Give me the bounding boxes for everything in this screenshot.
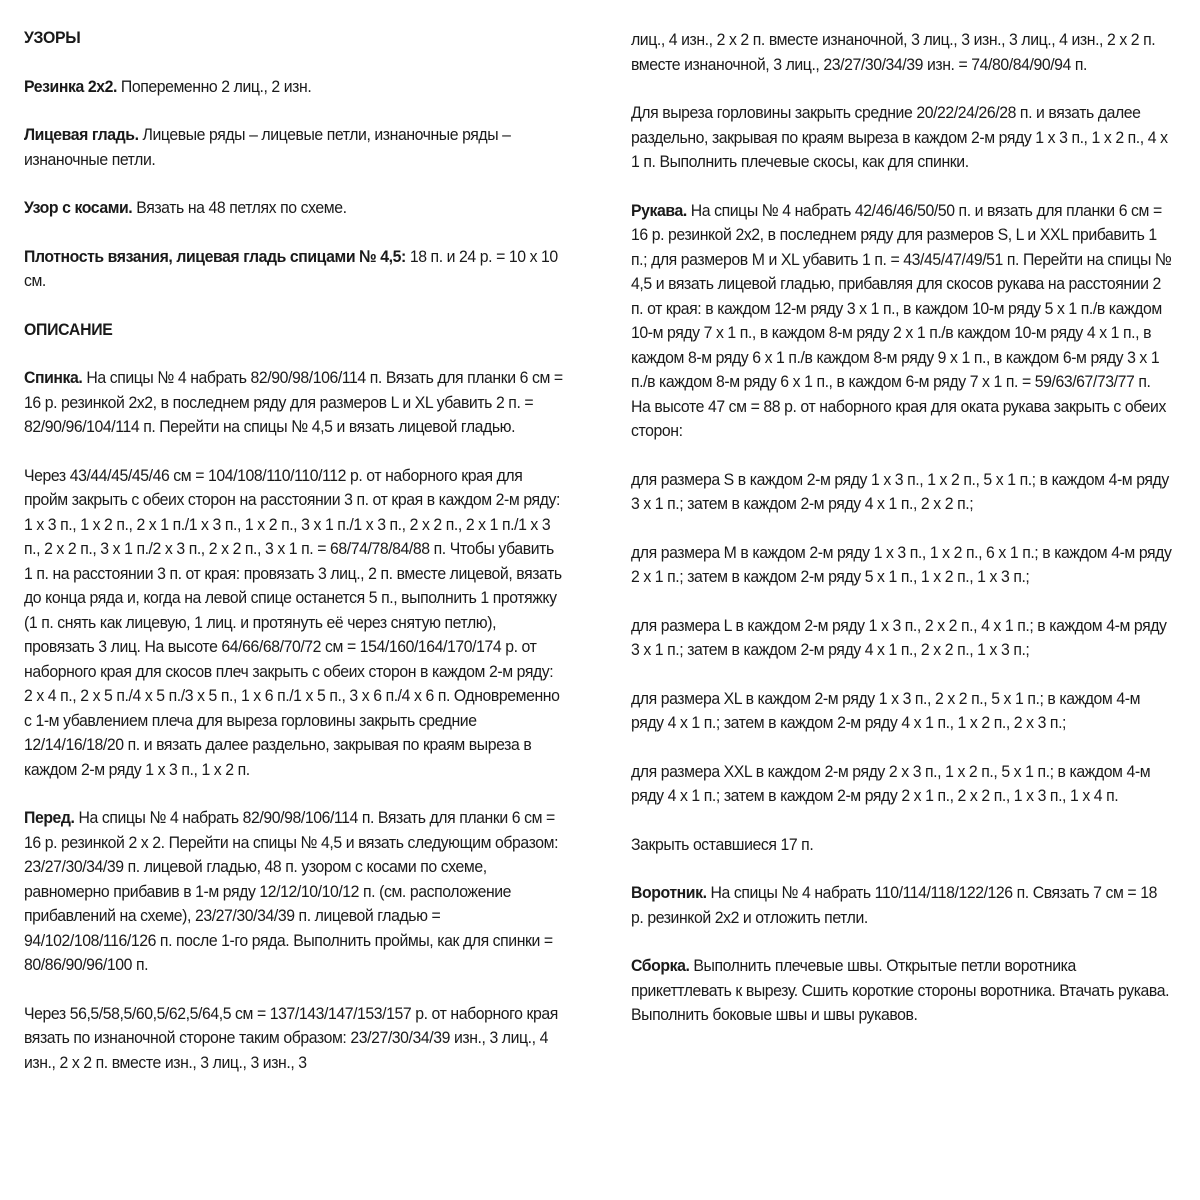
rib-paragraph xyxy=(24,75,565,100)
back-text: На спицы № 4 набрать 82/90/98/106/114 п. Вязать для планки 6 см = 16 р. резинкой 2х2, в последнем ряду для размеров L и XL убавить 2 п. = 82/90/96/104/114 п. Перейти на спицы № 4,5 и вязать лицевой гладью. xyxy=(24,368,563,436)
front-text: На спицы № 4 набрать 82/90/98/106/114 п. Вязать для планки 6 см = 16 р. резинкой 2 х 2. Перейти на спицы № 4,5 и вязать следующим образом: 23/27/30/34/39 п. лицевой гладью, 48 п. узором с косами по схеме, равномерно прибавив в 1-м ряду 12/12/10/10/12 п. (см. расположение прибавлений на схеме), 23/27/30/34/39 п. лицевой гладью = 94/102/108/116/126 п. после 1-го ряда. Выполнить проймы, как для спинки = 80/86/90/96/100 п. xyxy=(24,808,559,974)
sleeves-text: На спицы № 4 набрать 42/46/46/50/50 п. и вязать для планки 6 см = 16 р. резинкой 2х2, в последнем ряду для размеров S, L и XXL прибавить 1 п.; для размеров M и XL убавить 1 п. = 43/45/47/49/51 п. Перейти на спицы № 4,5 и вязать лицевой гладью, прибавляя для скосов рукава на расстоянии 2 п. от края: в каждом 12-м ряду 3 х 1 п., в каждом 10-м ряду 5 х 1 п./в каждом 10-м ряду 7 х 1 п., в каждом 8-м ряду 2 х 1 п./в каждом 10-м ряду 4 х 1 п., в каждом 8-м ряду 6 х 1 п./в каждом 8-м ряду 9 х 1 п., в каждом 6-м ряду 3 х 1 п./в каждом 8-м ряду 6 х 1 п., в каждом 6-м ряду 7 х 1 п. = 59/63/67/73/77 п. На высоте 47 см = 88 р. от наборного края для оката рукава закрыть с обеих сторон: xyxy=(631,200,1172,440)
front-continuation-2-paragraph: лиц., 4 изн., 2 х 2 п. вместе изнаночной, 3 лиц., 3 изн., 3 лиц., 4 изн., 2 х 2 п. вместе изнаночной, 3 лиц., 23/27/30/34/39 изн. = 74/80/84/90/94 п. xyxy=(631,30,1156,74)
back-title: Спинка. xyxy=(24,368,83,387)
size-m-paragraph: для размера M в каждом 2-м ряду 1 х 3 п., 1 х 2 п., 6 х 1 п.; в каждом 4-м ряду 2 х 1 п.; затем в каждом 2-м ряду 5 х 1 п., 1 х 2 п., 1 х 3 п.; xyxy=(631,542,1172,586)
front-paragraph xyxy=(24,806,565,978)
heading-description: ОПИСАНИЕ xyxy=(24,319,113,339)
back-armhole-paragraph: Через 43/44/45/45/46 см = 104/108/110/110/112 р. от наборного края для пройм закрыть с обеих сторон на расстоянии 3 п. от края в каждом 2-м ряду: 1 х 3 п., 1 х 2 п., 2 х 1 п./1 х 3 п., 1 х 2 п., 3 х 1 п./1 х 3 п., 2 х 2 п., 2 х 1 п./1 х 3 п., 2 х 2 п., 3 х 1 п./2 х 3 п., 2 х 2 п., 3 х 1 п. = 68/74/78/84/88 п. Чтобы убавить 1 п. на расстоянии 3 п. от края: провязать 3 лиц., 2 п. вместе лицевой, вязать до конца ряда и, когда на левой спице останется 5 п., выполнить 1 протяжку (1 п. снять как лицевую, 1 лиц. и протянуть её через снятую петлю), провязать 3 лиц. На высоте 64/66/68/70/72 см = 154/160/164/170/174 р. от наборного края для скосов плеч закрыть с обеих сторон в каждом 2-м ряду: 2 х 4 п., 2 х 5 п./4 х 5 п./3 х 5 п., 1 х 6 п./1 х 5 п., 3 х 6 п./4 х 6 п. Одновременно с 1-м убавлением плеча для выреза горловины закрыть средние 12/14/16/18/20 п. и вязать далее раздельно, закрывая по краям выреза в каждом 2-м ряду 1 х 3 п., 1 х 2 п. xyxy=(24,465,562,779)
close-remaining-paragraph: Закрыть оставшиеся 17 п. xyxy=(631,834,814,854)
sleeves-paragraph xyxy=(631,199,1173,444)
sleeves-title: Рукава. xyxy=(631,200,687,220)
size-xl-paragraph: для размера XL в каждом 2-м ряду 1 х 3 п., 2 х 2 п., 5 х 1 п.; в каждом 4-м ряду 4 х 1 п.; затем в каждом 2-м ряду 4 х 1 п., 1 х 2 п., 2 х 3 п.; xyxy=(631,688,1141,732)
collar-text: На спицы № 4 набрать 110/114/118/122/126 п. Связать 7 см = 18 р. резинкой 2х2 и отложить петли. xyxy=(631,883,1157,927)
rib-text: Попеременно 2 лиц., 2 изн. xyxy=(116,76,312,96)
size-l-paragraph: для размера L в каждом 2-м ряду 1 х 3 п., 2 х 2 п., 4 х 1 п.; в каждом 4-м ряду 3 х 1 п.; затем в каждом 2-м ряду 4 х 1 п., 2 х 2 п., 1 х 3 п.; xyxy=(631,615,1167,659)
stockinette-title: Лицевая гладь. xyxy=(24,125,139,144)
cable-text: Вязать на 48 петлях по схеме. xyxy=(132,198,347,217)
assembly-text: Выполнить плечевые швы. Открытые петли воротника прикеттлевать к вырезу. Сшить короткие стороны воротника. Втачать рукава. Выполнить боковые швы и швы рукавов. xyxy=(631,956,1170,1024)
stockinette-paragraph xyxy=(24,123,565,172)
assembly-paragraph xyxy=(631,954,1173,1028)
collar-paragraph xyxy=(631,881,1173,930)
gauge-title: Плотность вязания, лицевая гладь спицами № 4,5: xyxy=(24,246,406,266)
collar-title: Воротник. xyxy=(631,883,707,902)
cable-title: Узор с косами. xyxy=(24,198,133,217)
rib-title: Резинка 2х2. xyxy=(24,76,117,96)
front-title: Перед. xyxy=(24,808,75,827)
assembly-title: Сборка. xyxy=(631,956,690,975)
stockinette-text: Лицевые ряды – лицевые петли, изнаночные ряды – изнаночные петли. xyxy=(24,125,511,169)
left-column xyxy=(24,26,565,1099)
front-continuation-paragraph: Через 56,5/58,5/60,5/62,5/64,5 см = 137/143/147/153/157 р. от наборного края вязать по изнаночной стороне таким образом: 23/27/30/34/39 изн., 3 лиц., 4 изн., 2 х 2 п. вместе изн., 3 лиц., 3 изн., 3 xyxy=(24,1003,558,1072)
cable-paragraph xyxy=(24,196,565,221)
size-s-paragraph: для размера S в каждом 2-м ряду 1 х 3 п., 1 х 2 п., 5 х 1 п.; в каждом 4-м ряду 3 х 1 п.; затем в каждом 2-м ряду 4 х 1 п., 2 х 2 п.; xyxy=(631,469,1169,513)
gauge-paragraph xyxy=(24,245,565,294)
back-paragraph xyxy=(24,366,565,440)
heading-patterns: УЗОРЫ xyxy=(24,28,81,47)
gauge-text: 18 п. и 24 р. = 10 х 10 см. xyxy=(24,246,558,290)
size-xxl-paragraph: для размера XXL в каждом 2-м ряду 2 х 3 п., 1 х 2 п., 5 х 1 п.; в каждом 4-м ряду 4 х 1 п.; затем в каждом 2-м ряду 2 х 1 п., 2 х 2 п., 1 х 3 п., 1 х 4 п. xyxy=(631,761,1151,805)
right-column xyxy=(631,28,1173,1052)
neckline-paragraph: Для выреза горловины закрыть средние 20/22/24/26/28 п. и вязать далее раздельно, закрывая по краям выреза в каждом 2-м ряду 1 х 3 п., 1 х 2 п., 4 х 1 п. Выполнить плечевые скосы, как для спинки. xyxy=(631,103,1168,171)
